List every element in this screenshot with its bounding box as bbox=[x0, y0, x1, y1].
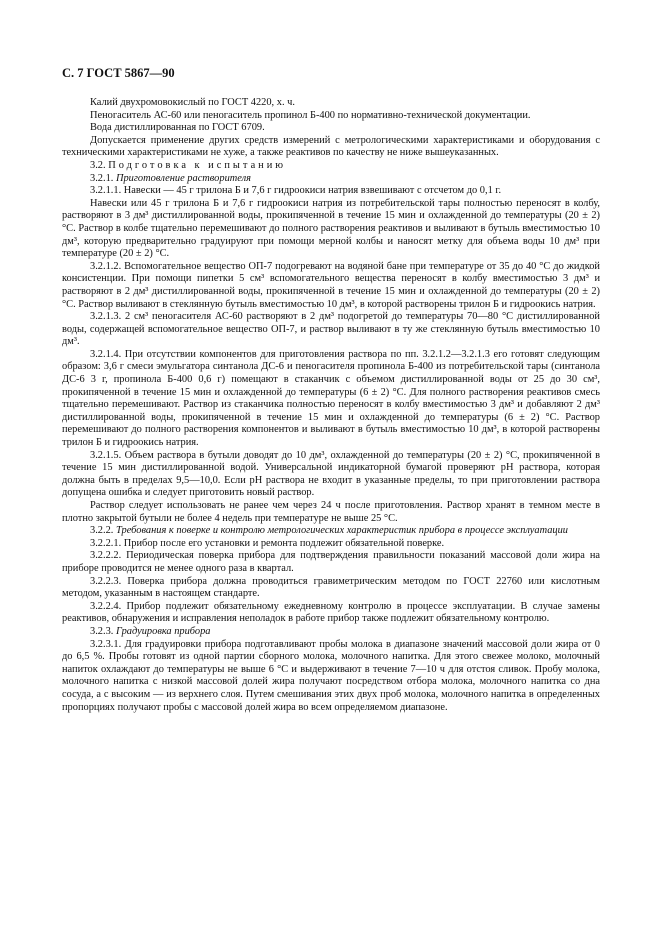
paragraph-text: Калий двухромовокислый по ГОСТ 4220, х. ч. bbox=[90, 97, 295, 108]
paragraph bbox=[62, 626, 600, 639]
paragraph-text: Раствор следует использовать не ранее чем через 24 ч после приготовления. Раствор хранят в темном месте в плотно закрытой бутыли не более 4 недель при температуре не выше 25 °С. bbox=[62, 500, 600, 524]
paragraph bbox=[62, 550, 600, 575]
paragraph-text: 3.2.2.2. Периодическая поверка прибора для подтверждения правильности показаний массовой доли жира на приборе проводится не менее одного раза в квартал. bbox=[62, 550, 600, 574]
paragraph-text: 3.2.1.5. Объем раствора в бутыли доводят до 10 дм³, охлажденной до температуры (20 ± 2) °С, прокипяченной в течение 15 мин дистиллированной водой. Универсальной индикаторной бумагой проверяют рН раствора, которая должна быть в пределах 9,5—10,0. Если рН раствора не входит в указанные пределы, то при приготовлении раствора допущена ошибка и следует приготовить новый раствор. bbox=[62, 449, 600, 499]
paragraph bbox=[62, 110, 600, 123]
paragraph bbox=[62, 538, 600, 551]
paragraph-text: 3.2.2.4. Прибор подлежит обязательному ежедневному контролю в процессе эксплуатации. В случае замены реактивов, обнаружения и исправления неполадок в работе прибор также подлежит обязательному контролю. bbox=[62, 600, 600, 625]
paragraph bbox=[62, 576, 600, 601]
paragraph bbox=[62, 450, 600, 500]
paragraph-text: 3.2.2.3. Поверка прибора должна проводиться гравиметрическим методом по ГОСТ 22760 или кислотным методом, указанным в настоящем стандарте. bbox=[62, 575, 600, 600]
paragraph bbox=[62, 135, 600, 160]
spaced-heading: Подготовка к испытанию bbox=[108, 159, 287, 171]
paragraph bbox=[62, 122, 600, 135]
paragraph-text: 3.2.2. bbox=[90, 525, 116, 537]
paragraph-text: Навески или 45 г трилона Б и 7,6 г гидроокиси натрия из потребительской тары полностью переносят в колбу, растворяют в 3 дм³ дистиллированной воды, прокипяченной в течение 15 мин и охлажденной до температуры (20 ± 2) °С. Раствор в колбе тщательно перемешивают до полного растворения реактивов и выливают в бутыль вместимостью 10 дм³, которую предварительно градуируют при помощи мерной колбы и наносят метку для объема воды 10 дм³ при температуре (20 ± 2) °С. bbox=[62, 197, 600, 260]
paragraph-text: Допускается применение других средств измерений с метрологическими характеристиками и оборудования с техническими характеристиками не хуже, а также реактивов по качеству не ниже вышеуказанных. bbox=[62, 134, 600, 159]
paragraph-text: 3.2.1.3. 2 см³ пеногасителя АС-60 растворяют в 2 дм³ подогретой до температуры 70—80 °С дистиллированной воды, содержащей вспомогательное вещество ОП-7, и раствор выливают в ту же стеклянную бутыль вместимостью 10 дм³. bbox=[62, 311, 600, 348]
paragraph bbox=[62, 601, 600, 626]
paragraph bbox=[62, 198, 600, 261]
paragraph-text: 3.2.3. bbox=[90, 625, 116, 637]
paragraph bbox=[62, 160, 600, 173]
paragraph-text: 3.2.1.1. Навески — 45 г трилона Б и 7,6 г гидроокиси натрия взвешивают с отсчетом до 0,1 г. bbox=[90, 185, 502, 197]
italic-heading: Приготовление растворителя bbox=[115, 172, 251, 184]
paragraph bbox=[62, 639, 600, 715]
paragraph bbox=[62, 261, 600, 311]
paragraph bbox=[62, 185, 600, 198]
paragraph bbox=[62, 97, 600, 110]
paragraph bbox=[62, 349, 600, 450]
paragraph-text: 3.2.1.4. При отсутствии компонентов для приготовления раствора по пп. 3.2.1.2—3.2.1.3 его готовят следующим образом: 3,6 г смеси эмульгатора синтанола ДС-6 и пеногасителя пропинола Б-400 из потребительской тары (синтанола ДС-6 3 г, пропинола Б-400 0,6 г) помещают в стаканчик с объемом дистиллированной воды от 25 до 30 см³, прокипяченной в течение 15 мин и охлажденной до температуры (6 ± 2) °С. Для полного растворения реактивов смесь тщательно перемешивают. Раствор из стаканчика полностью переносят в колбу вместимостью 3 дм³ и добавляют 2 дм³ дистиллированной воды, прокипяченной в течение 15 мин и охлажденной до температуры (6 ± 2) °С. Раствор перемешивают до полного растворения компонентов и выливают в бутыль вместимостью 10 дм³, в которой растворены трилон Б и гидроокись натрия. bbox=[62, 348, 600, 449]
page-header: С. 7 ГОСТ 5867—90 bbox=[62, 66, 175, 80]
paragraph-text: 3.2.1.2. Вспомогательное вещество ОП-7 подогревают на водяной бане при температуре от 35 до 40 °С до жидкой консистенции. При помощи пипетки 5 см³ вспомогательного вещества переносят в колбу вместимостью 3 дм³ и растворяют в 2 дм³ дистиллированной воды, прокипяченной в течение 15 мин и охлажденной до температуры (20 ± 2) °С. Раствор выливают в стеклянную бутыль вместимостью 10 дм³, в которой растворены трилон Б и гидроокись натрия. bbox=[62, 260, 600, 310]
document-body bbox=[62, 97, 600, 714]
paragraph-text: 3.2.1. bbox=[90, 172, 116, 184]
paragraph-text: Пеногаситель АС-60 или пеногаситель пропинол Б-400 по нормативно-технической документации. bbox=[90, 109, 531, 121]
paragraph-text: Вода дистиллированная по ГОСТ 6709. bbox=[90, 122, 265, 134]
paragraph bbox=[62, 173, 600, 186]
paragraph bbox=[62, 525, 600, 538]
paragraph bbox=[62, 500, 600, 525]
paragraph-text: 3.2.3.1. Для градуировки прибора подготавливают пробы молока в диапазоне значений массовой доли жира от 0 до 6,5 %. Пробы готовят из одной партии сборного молока, молочного напитка. Для этого свежее молоко, молочный напиток охлаждают до температуры не выше 6 °С и выдерживают в течение 7—10 ч для отстоя сливок. Пробу молока, молочного напитка с низкой массовой долей жира получают посредством отбора молока, молочного напитка со дна сосуда, а с высоким — из верхнего слоя. Путем смешивания этих двух проб молока, молочного напитка в определенных пропорциях получают пробы с массовой долей жира во всем определяемом диапазоне. bbox=[62, 638, 600, 713]
paragraph bbox=[62, 311, 600, 349]
paragraph-text: 3.2.2.1. Прибор после его установки и ремонта подлежит обязательной поверке. bbox=[90, 537, 445, 549]
italic-heading: Требования к поверке и контролю метрологических характеристик прибора в процессе эксплуатации bbox=[115, 525, 568, 537]
italic-heading: Градуировка прибора bbox=[115, 625, 211, 637]
paragraph-text: 3.2. bbox=[90, 159, 109, 171]
